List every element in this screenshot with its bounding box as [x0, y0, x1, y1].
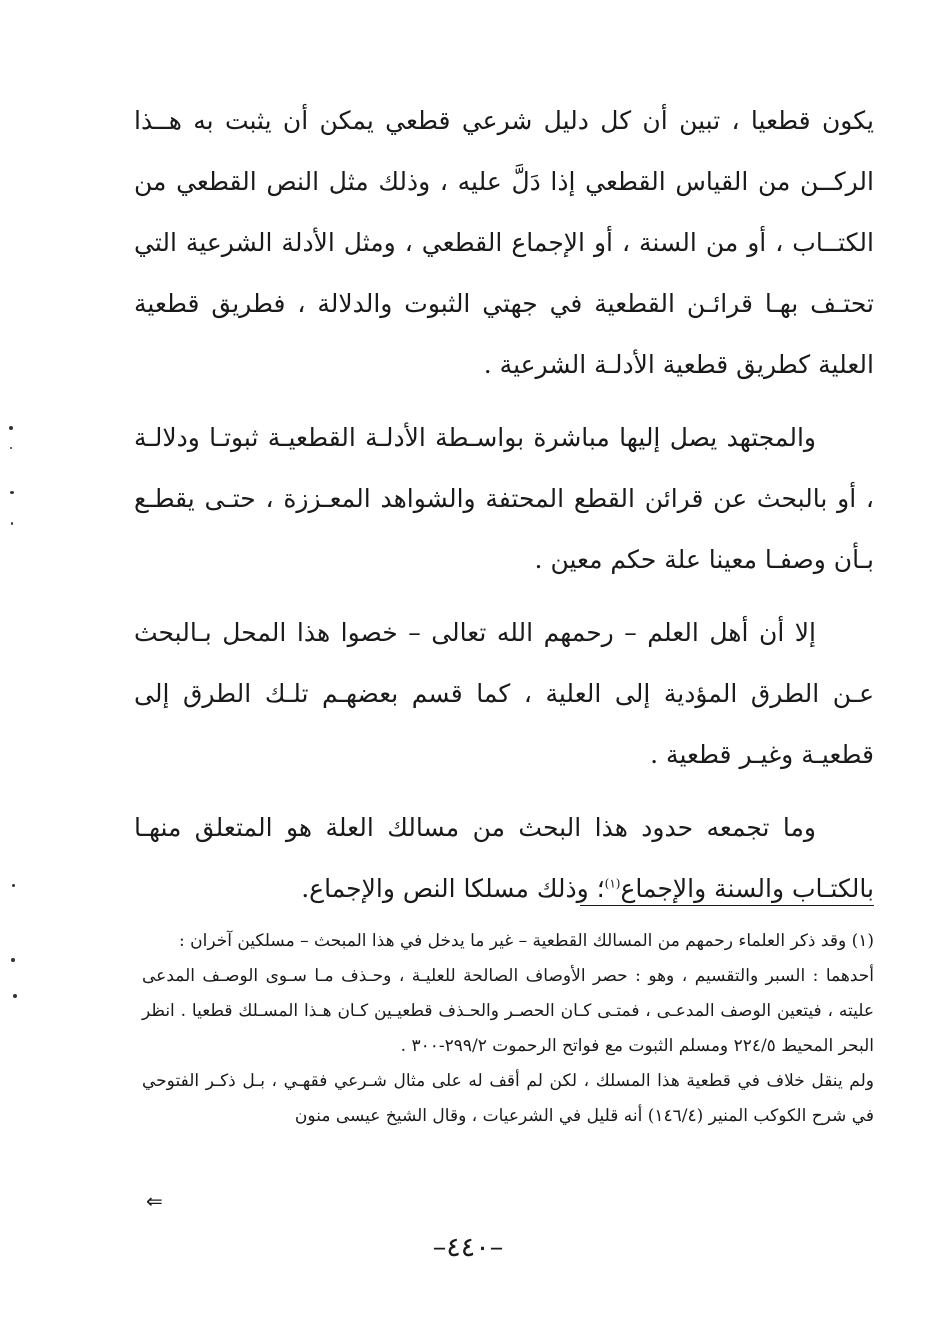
paragraph-1: يكون قطعيا ، تبين أن كل دليل شرعي قطعي يمكن أن يثبت به هــذا الركــن من القياس القطعي إذا دَلَّ عليه ، وذلك مثل النص القطعي من الكتــاب ، أو من السنة ، أو الإجماع القطعي ، ومثل الأدلة الشرعية التي تحتـف بهـا قرائـن القطعية في جهتي الثبوت والدلالة ، فطريق قطعية العلية كطريق قطعية الأدلـة الشرعية .: [134, 106, 874, 379]
footnote-reference-marker: (١): [604, 876, 621, 891]
paragraph-4-text-end: ؛ وذلك مسلكا النص والإجماع.: [301, 874, 605, 903]
scan-speck: [11, 958, 15, 962]
paragraph-4-text-start: وما تجمعه حدود هذا البحث من مسالك العلة هو المتعلق منهـا بالكتـاب والسنة والإجماع: [134, 813, 874, 903]
footnote-1-intro: (١) وقد ذكر العلماء رحمهم من المسالك القطعية – غير ما يدخل في هذا المبحث – مسلكين آخران :: [178, 931, 874, 951]
scan-speck: [10, 491, 14, 494]
scan-speck: [9, 426, 13, 430]
scan-speck: [12, 884, 15, 887]
footnotes: [142, 924, 874, 1134]
paragraph-2: والمجتهد يصل إليها مباشرة بواسـطة الأدلـة القطعيـة ثبوتـا ودلالـة ، أو بالبحث عن قرائن القطع المحتفة والشواهد المعـززة ، حتـى يقطـع بـأن وصفـا معينا علة حكم معين .: [134, 423, 874, 574]
scan-speck: [11, 522, 13, 525]
continued-arrow-icon: ⇐: [146, 1189, 163, 1213]
main-text: [134, 90, 874, 919]
paragraph-3: إلا أن أهل العلم – رحمهم الله تعالى – خصوا هذا المحل بـالبحث عـن الطرق المؤدية إلى العلية ، كما قسم بعضهـم تلـك الطرق إلى قطعيـة وغيـر قطعية .: [134, 618, 874, 769]
paragraph-4: [134, 797, 874, 919]
footnote-separator: [580, 905, 874, 906]
footnote-1-continuation: ولم ينقل خلاف في قطعية هذا المسلك ، لكن لم أقف له على مثال شـرعي فقهـي ، بـل ذكـر الفتوحي في شرح الكوكب المنير (١٤٦/٤) أنه قليل في الشرعيات ، وقال الشيخ عيسى منون: [142, 1071, 874, 1126]
page-number: –٤٤٠–: [432, 1232, 504, 1263]
scan-speck: [10, 447, 12, 449]
scan-speck: [13, 994, 17, 998]
footnote-1-first-path: أحدهما : السبر والتقسيم ، وهو : حصر الأوصاف الصالحة للعليـة ، وحـذف مـا سـوى الوصـف المدعى عليته ، فيتعين الوصف المدعـى ، فمتـى كـان الحصـر والحـذف قطعيـين كـان هـذا المسـلك قطعيا . انظر البحر المحيط ٢٢٤/٥ ومسلم الثبوت مع فواتح الرحموت ٢٩٩/٢-٣٠٠ .: [142, 966, 874, 1056]
